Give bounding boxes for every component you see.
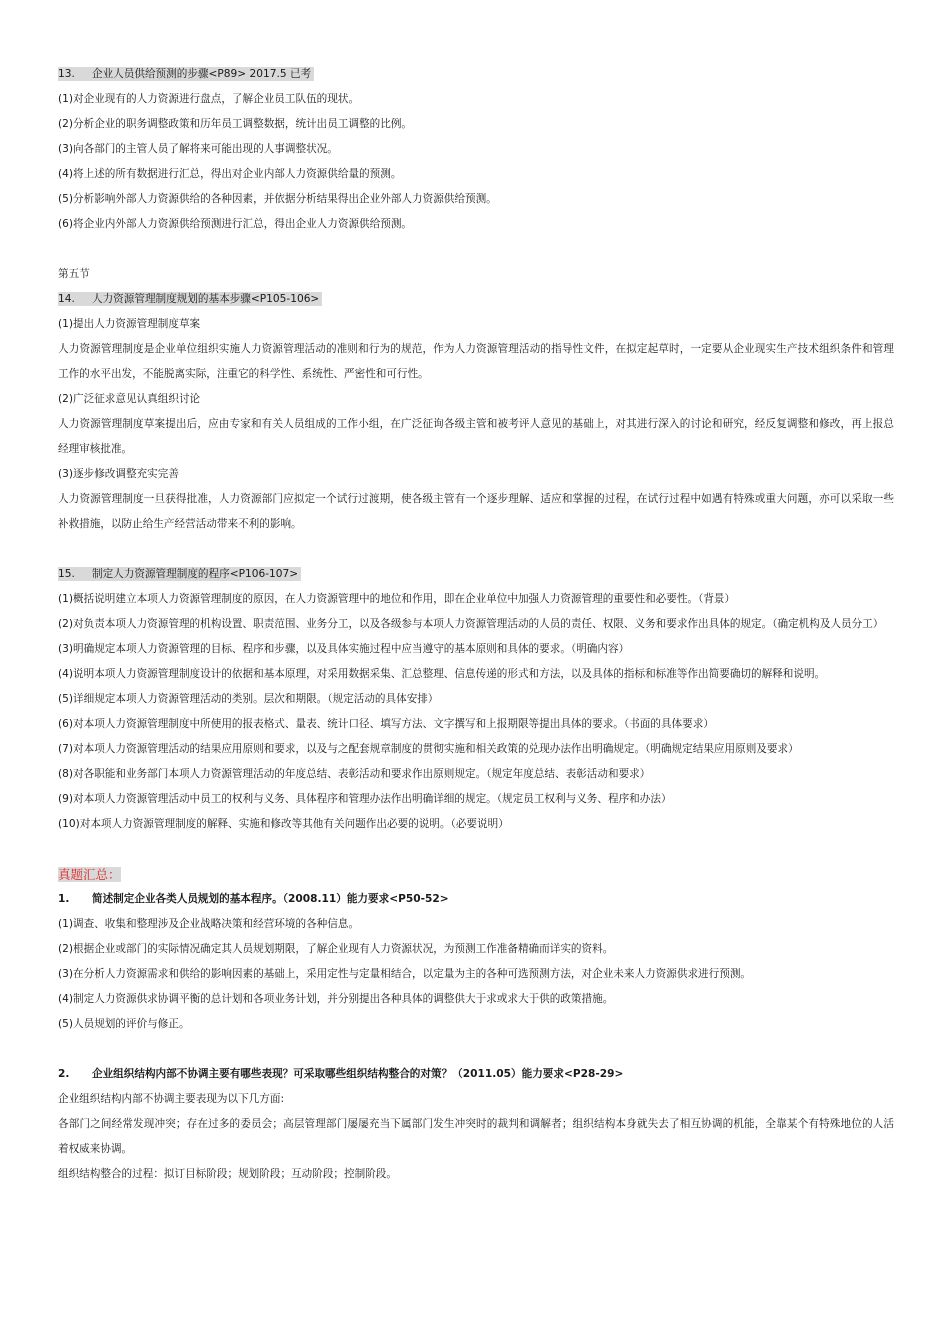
question-2-heading <box>58 1062 894 1087</box>
section-13-item: (5)分析影响外部人力资源供给的各种因素，并依据分析结果得出企业外部人力资源供给预测。 <box>58 193 497 205</box>
section-15-item: (6)对本项人力资源管理制度中所使用的报表格式、量表、统计口径、填写方法、文字撰写和上报期限等提出具体的要求。（书面的具体要求） <box>58 718 714 730</box>
summary-heading <box>58 862 894 887</box>
section-14-title: 人力资源管理制度规划的基本步骤<P105-106> <box>92 293 320 305</box>
question-2-number: 2. <box>58 1068 70 1080</box>
section-14-step: (1)提出人力资源管理制度草案 <box>58 318 201 330</box>
section-13-title: 企业人员供给预测的步骤<P89> 2017.5 已考 <box>92 68 312 80</box>
section-15-item: (5)详细规定本项人力资源管理活动的类别。层次和期限。（规定活动的具体安排） <box>58 693 439 705</box>
question-1-item: (1)调查、收集和整理涉及企业战略决策和经营环境的各种信息。 <box>58 918 360 930</box>
section-14-paragraph: 人力资源管理制度一旦获得批准，人力资源部门应拟定一个试行过渡期，使各级主管有一个逐步理解、适应和掌握的过程，在试行过程中如遇有特殊或重大问题，亦可以采取一些补救措施，以防止给生产经营活动带来不利的影响。 <box>58 493 894 530</box>
question-1-heading <box>58 887 894 912</box>
section-14-paragraph: 人力资源管理制度是企业单位组织实施人力资源管理活动的准则和行为的规范，作为人力资源管理活动的指导性文件，在拟定起草时，一定要从企业现实生产技术组织条件和管理工作的水平出发，不能脱离实际，注重它的科学性、系统性、严密性和可行性。 <box>58 343 894 380</box>
section-15-item: (2)对负责本项人力资源管理的机构设置、职责范围、业务分工，以及各级参与本项人力资源管理活动的人员的责任、权限、义务和要求作出具体的规定。（确定机构及人员分工） <box>58 618 884 630</box>
section-13-item: (6)将企业内外部人力资源供给预测进行汇总，得出企业人力资源供给预测。 <box>58 218 413 230</box>
question-1-number: 1. <box>58 893 70 905</box>
section-13-number: 13. <box>58 68 75 80</box>
section-14-paragraph: 人力资源管理制度草案提出后，应由专家和有关人员组成的工作小组，在广泛征询各级主管和被考评人意见的基础上，对其进行深入的讨论和研究，经反复调整和修改，再上报总经理审核批准。 <box>58 418 894 455</box>
question-1-title: 简述制定企业各类人员规划的基本程序。（2008.11）能力要求<P50-52> <box>92 893 449 905</box>
section-14-step: (3)逐步修改调整充实完善 <box>58 468 179 480</box>
section-15-item: (7)对本项人力资源管理活动的结果应用原则和要求，以及与之配套规章制度的贯彻实施和相关政策的兑现办法作出明确规定。（明确规定结果应用原则及要求） <box>58 743 799 755</box>
section-15-title: 制定人力资源管理制度的程序<P106-107> <box>92 568 299 580</box>
section-13-item: (1)对企业现有的人力资源进行盘点，了解企业员工队伍的现状。 <box>58 93 360 105</box>
section-13-heading <box>58 62 894 87</box>
section-13-item: (3)向各部门的主管人员了解将来可能出现的人事调整状况。 <box>58 143 338 155</box>
section-15-number: 15. <box>58 568 75 580</box>
section-13-item: (4)将上述的所有数据进行汇总，得出对企业内部人力资源供给量的预测。 <box>58 168 402 180</box>
section-14-number: 14. <box>58 293 75 305</box>
question-1-item: (3)在分析人力资源需求和供给的影响因素的基础上，采用定性与定量相结合，以定量为主的各种可选预测方法，对企业未来人力资源供求进行预测。 <box>58 968 752 980</box>
section-15-item: (10)对本项人力资源管理制度的解释、实施和修改等其他有关问题作出必要的说明。（必要说明） <box>58 818 509 830</box>
question-2-intro: 企业组织结构内部不协调主要表现为以下几方面: <box>58 1093 285 1105</box>
chapter-section-label: 第五节 <box>58 268 90 280</box>
section-15-item: (8)对各职能和业务部门本项人力资源管理活动的年度总结、表彰活动和要求作出原则规定。（规定年度总结、表彰活动和要求） <box>58 768 651 780</box>
question-2-paragraph: 各部门之间经常发现冲突；存在过多的委员会；高层管理部门屡屡充当下属部门发生冲突时的裁判和调解者；组织结构本身就失去了相互协调的机能，全靠某个有特殊地位的人活着权威来协调。 <box>58 1118 894 1155</box>
document-page <box>58 62 894 1187</box>
section-15-item: (1)概括说明建立本项人力资源管理制度的原因，在人力资源管理中的地位和作用，即在企业单位中加强人力资源管理的重要性和必要性。（背景） <box>58 593 736 605</box>
section-13-item: (2)分析企业的职务调整政策和历年员工调整数据，统计出员工调整的比例。 <box>58 118 413 130</box>
question-2-title: 企业组织结构内部不协调主要有哪些表现？可采取哪些组织结构整合的对策？（2011.05）能力要求<P28-29> <box>92 1068 624 1080</box>
section-14-heading <box>58 287 894 312</box>
question-1-item: (4)制定人力资源供求协调平衡的总计划和各项业务计划，并分别提出各种具体的调整供大于求或求大于供的政策措施。 <box>58 993 614 1005</box>
question-2-paragraph: 组织结构整合的过程：拟订目标阶段；规划阶段；互动阶段；控制阶段。 <box>58 1168 397 1180</box>
section-15-item: (3)明确规定本项人力资源管理的目标、程序和步骤，以及具体实施过程中应当遵守的基本原则和具体的要求。（明确内容） <box>58 643 630 655</box>
section-14-step: (2)广泛征求意见认真组织讨论 <box>58 393 201 405</box>
section-15-heading <box>58 562 894 587</box>
summary-heading-text: 真题汇总： <box>58 867 121 882</box>
section-15-item: (4)说明本项人力资源管理制度设计的依据和基本原理，对采用数据采集、汇总整理、信息传递的形式和方法，以及具体的指标和标准等作出简要确切的解释和说明。 <box>58 668 826 680</box>
question-1-item: (5)人员规划的评价与修正。 <box>58 1018 190 1030</box>
section-15-item: (9)对本项人力资源管理活动中员工的权利与义务、具体程序和管理办法作出明确详细的规定。（规定员工权利与义务、程序和办法） <box>58 793 672 805</box>
question-1-item: (2)根据企业或部门的实际情况确定其人员规划期限，了解企业现有人力资源状况，为预测工作准备精确而详实的资料。 <box>58 943 614 955</box>
